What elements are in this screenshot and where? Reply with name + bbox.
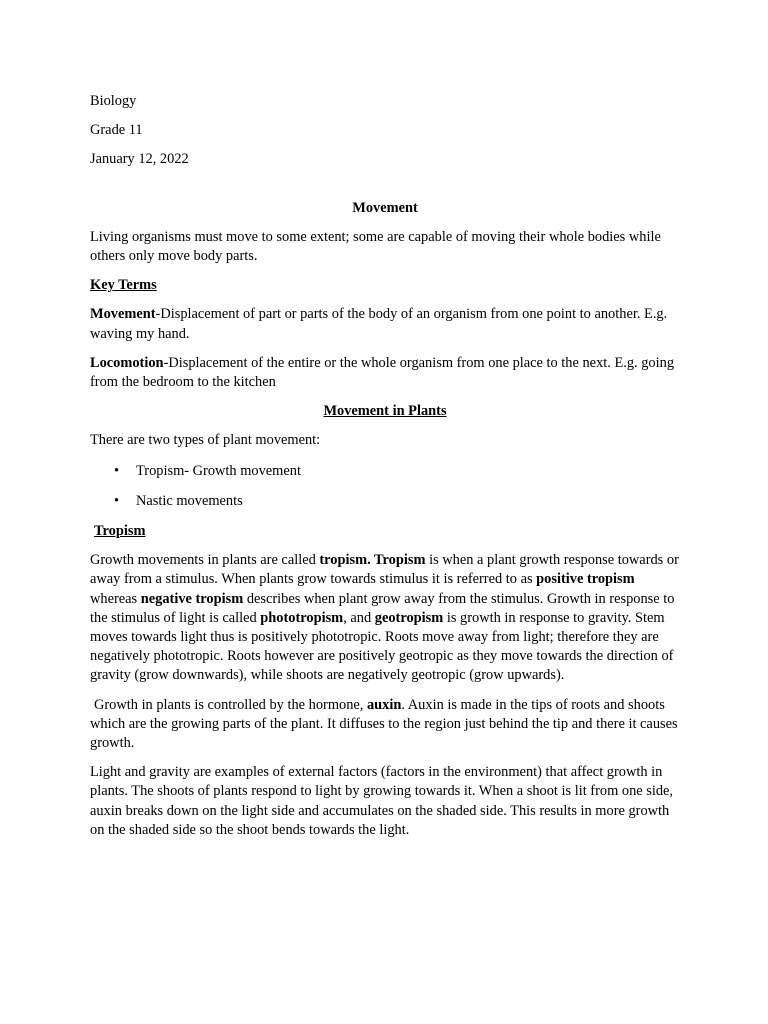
text-run: is growth in response to gravity. Stem moves towards light thus is positively phototropic. Roots move away from light; therefore they are negatively phototropic. Roots however are positively geotropic as they move towards the direction of gravity (grow downwards), while shoots are negatively geotropic (grow upwards).: [90, 609, 674, 684]
text-run: Growth movements in plants are called: [90, 552, 320, 569]
bold-term: auxin: [366, 696, 402, 713]
grade-line: Grade 11: [90, 122, 143, 139]
term-movement-definition: -Displacement of part or parts of the body of an organism from one point to another. E.g. waving my hand.: [90, 306, 668, 342]
term-movement: [90, 305, 680, 343]
date-line: January 12, 2022: [90, 151, 189, 168]
key-terms-heading: Key Terms: [90, 277, 157, 294]
plant-types-intro: There are two types of plant movement:: [90, 432, 321, 449]
movement-in-plants-heading: Movement in Plants: [323, 403, 447, 420]
list-item: [90, 492, 680, 511]
bold-term: negative tropism: [140, 590, 244, 607]
subject-line: Biology: [90, 93, 137, 109]
bold-term: geotropism: [374, 609, 444, 626]
text-run: , and: [343, 609, 375, 626]
term-locomotion: [90, 354, 680, 392]
term-locomotion-label: Locomotion: [90, 354, 164, 371]
bullet-icon: •: [114, 462, 120, 479]
plant-types-list: [90, 462, 680, 511]
term-locomotion-definition: -Displacement of the entire or the whole organism from one place to the next. E.g. going from the bedroom to the kitchen: [90, 354, 675, 391]
tropism-paragraph-2: [90, 696, 680, 754]
list-item-text: Tropism- Growth movement: [136, 462, 301, 479]
text-run: . Auxin is made in the tips of roots and shoots which are the growing parts of the plant. It diffuses to the region just behind the tip and there it causes growth.: [90, 696, 678, 752]
document-title: Movement: [352, 199, 418, 216]
tropism-paragraph-1: [90, 551, 680, 685]
bold-term: phototropism: [260, 609, 344, 626]
list-item-text: Nastic movements: [136, 492, 243, 509]
list-item: [90, 462, 680, 481]
tropism-paragraph-3: Light and gravity are examples of external factors (factors in the environment) that affect growth in plants. The shoots of plants respond to light by growing towards it. When a shoot is lit from one side, auxin breaks down on the light side and accumulates on the shaded side. This results in more growth on the shaded side so the shoot bends towards the light.: [90, 764, 674, 838]
document-page: [90, 92, 680, 840]
intro-paragraph: Living organisms must move to some extent; some are capable of moving their whole bodies while others only move body parts.: [90, 228, 661, 265]
text-run: whereas: [90, 590, 141, 607]
bold-term: tropism. Tropism: [319, 552, 426, 569]
tropism-heading: Tropism: [94, 523, 146, 540]
bullet-icon: •: [114, 492, 120, 509]
text-run: is when a plant growth response towards or away from a stimulus. When plants grow towards stimulus it is referred to as: [90, 552, 679, 588]
term-movement-label: Movement: [90, 306, 156, 323]
bold-term: positive tropism: [536, 571, 635, 588]
text-run: Growth in plants is controlled by the hormone,: [94, 696, 367, 713]
text-run: describes when plant grow away from the stimulus. Growth in response to the stimulus of light is called: [90, 590, 675, 626]
